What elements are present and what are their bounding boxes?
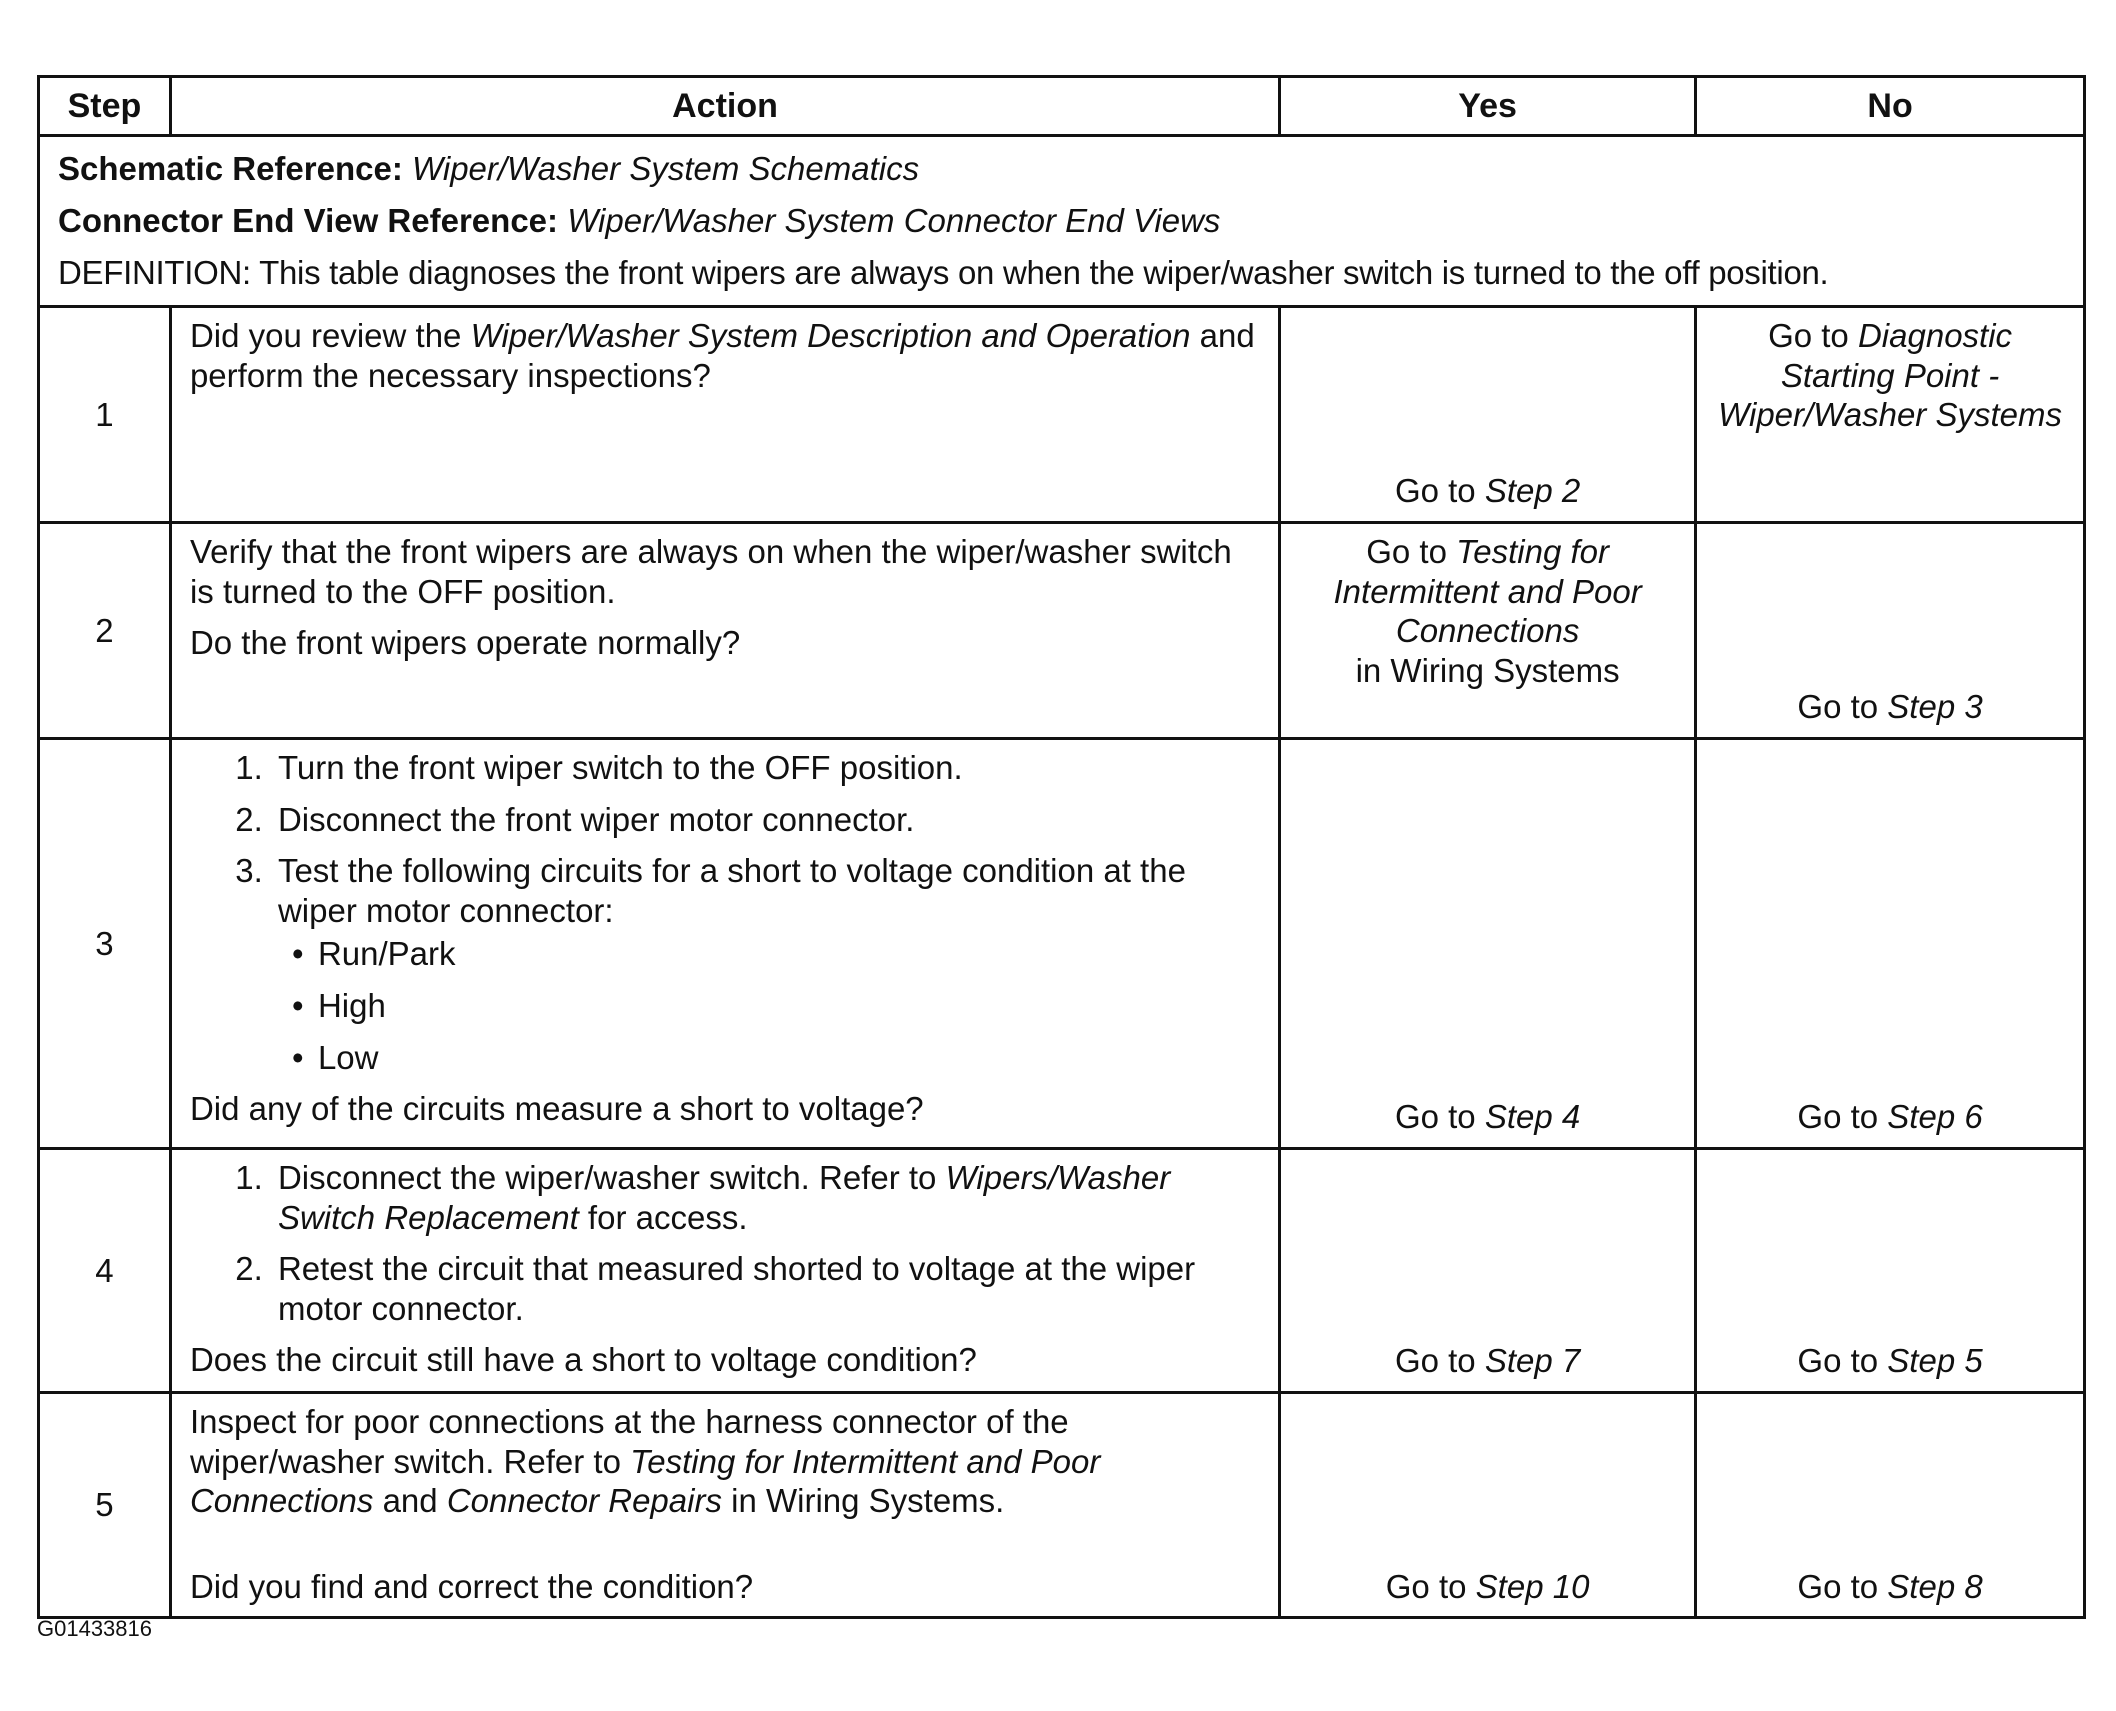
circuit-item: • Low [312, 1038, 1264, 1078]
figure-id: G01433816 [37, 1616, 152, 1641]
yes-cell: Go to Step 4 [1280, 739, 1696, 1149]
action-cell [170, 1149, 1279, 1393]
replacement-link[interactable]: Wipers/Washer Switch Replacement [277, 1159, 1171, 1236]
table-row [39, 307, 2085, 523]
no-link[interactable]: Step 5 [1887, 1342, 1983, 1380]
diagnostic-table-document [37, 75, 2086, 1619]
connector-reference-label: Connector End View Reference: [58, 202, 559, 239]
list-item: 3. Test the following circuits for a short to voltage condition at the wiper motor connector: • Run/Park • High • Low [272, 851, 1264, 1077]
step-number: 4 [39, 1149, 171, 1393]
step-number: 5 [39, 1393, 171, 1618]
schematic-reference-label: Schematic Reference: [58, 150, 403, 187]
step-number: 1 [39, 307, 171, 523]
action-text: Did you review the Wiper/Washer System Description and Operation and perform the necessary inspections? [189, 317, 1255, 394]
definition-text: DEFINITION: This table diagnoses the front wipers are always on when the wiper/washer switch is turned to the off position. [58, 254, 1829, 291]
circuit-item: • Run/Park [312, 934, 1264, 974]
yes-cell: Go to Testing for Intermittent and Poor Connections in Wiring Systems [1280, 523, 1696, 739]
action-question: Did you find and correct the condition? [189, 1567, 754, 1605]
table-row [39, 1393, 2085, 1618]
yes-link[interactable]: Step 2 [1484, 472, 1581, 510]
table-row [39, 739, 2085, 1149]
yes-cell: Go to Step 2 [1280, 307, 1696, 523]
no-link[interactable]: Step 6 [1887, 1098, 1983, 1136]
step-number: 3 [39, 739, 171, 1149]
action-steps-list [190, 748, 1264, 1077]
yes-link[interactable]: Step 7 [1484, 1342, 1581, 1380]
yes-link[interactable]: Step 10 [1475, 1567, 1590, 1605]
yes-cell: Go to Step 7 [1280, 1149, 1696, 1393]
no-link[interactable]: Diagnostic Starting Point - Wiper/Washer Systems [1718, 317, 2062, 434]
action-cell [170, 307, 1279, 523]
header-step: Step [39, 77, 171, 136]
list-item: 2. Retest the circuit that measured shorted to voltage at the wiper motor connector. [272, 1249, 1264, 1328]
action-question: Do the front wipers operate normally? [189, 624, 741, 662]
yes-link[interactable]: Step 4 [1484, 1098, 1581, 1136]
no-cell: Go to Step 6 [1696, 739, 2085, 1149]
connector-repairs-link[interactable]: Connector Repairs [446, 1482, 722, 1520]
table-row [39, 523, 2085, 739]
circuit-list [278, 934, 1264, 1077]
description-link[interactable]: Wiper/Washer System Description and Operation [470, 317, 1191, 354]
no-cell: Go to Diagnostic Starting Point - Wiper/Washer Systems [1696, 307, 2085, 523]
connector-reference [58, 195, 2065, 247]
header-yes: Yes [1280, 77, 1696, 136]
connector-reference-link[interactable]: Wiper/Washer System Connector End Views [567, 202, 1221, 239]
schematic-reference [58, 143, 2065, 195]
header-no: No [1696, 77, 2085, 136]
yes-cell: Go to Step 10 [1280, 1393, 1696, 1618]
action-text: Inspect for poor connections at the harness connector of the wiper/washer switch. Refer to Testing for Intermittent and Poor Connections and Connector Repairs in Wiring Systems. [189, 1403, 1101, 1520]
action-steps-list [190, 1158, 1264, 1328]
no-cell: Go to Step 3 [1696, 523, 2085, 739]
action-question: Did any of the circuits measure a short to voltage? [189, 1090, 924, 1128]
no-link[interactable]: Step 8 [1887, 1567, 1983, 1605]
action-cell [170, 1393, 1279, 1618]
list-item: 1. Disconnect the wiper/washer switch. Refer to Wipers/Washer Switch Replacement for access. [272, 1158, 1264, 1237]
testing-link[interactable]: Testing for Intermittent and Poor Connections [189, 1442, 1101, 1520]
schematic-reference-link[interactable]: Wiper/Washer System Schematics [412, 150, 920, 187]
action-question: Does the circuit still have a short to voltage condition? [189, 1341, 977, 1379]
yes-link[interactable]: Testing for Intermittent and Poor Connections [1333, 533, 1642, 650]
action-cell [170, 739, 1279, 1149]
table-header-row [39, 77, 2085, 136]
list-item: 1. Turn the front wiper switch to the OFF position. [272, 748, 1264, 788]
no-cell: Go to Step 8 [1696, 1393, 2085, 1618]
action-text: Verify that the front wipers are always on when the wiper/washer switch is turned to the OFF position. [189, 533, 1232, 610]
reference-cell [39, 136, 2085, 307]
no-cell: Go to Step 5 [1696, 1149, 2085, 1393]
no-link[interactable]: Step 3 [1887, 688, 1983, 726]
diagnostic-table [37, 75, 2086, 1619]
header-action: Action [170, 77, 1279, 136]
step-number: 2 [39, 523, 171, 739]
list-item: 2. Disconnect the front wiper motor connector. [272, 800, 1264, 840]
circuit-item: • High [312, 986, 1264, 1026]
yes-tail: in Wiring Systems [1355, 651, 1620, 689]
reference-row [39, 136, 2085, 307]
action-cell [170, 523, 1279, 739]
table-row [39, 1149, 2085, 1393]
